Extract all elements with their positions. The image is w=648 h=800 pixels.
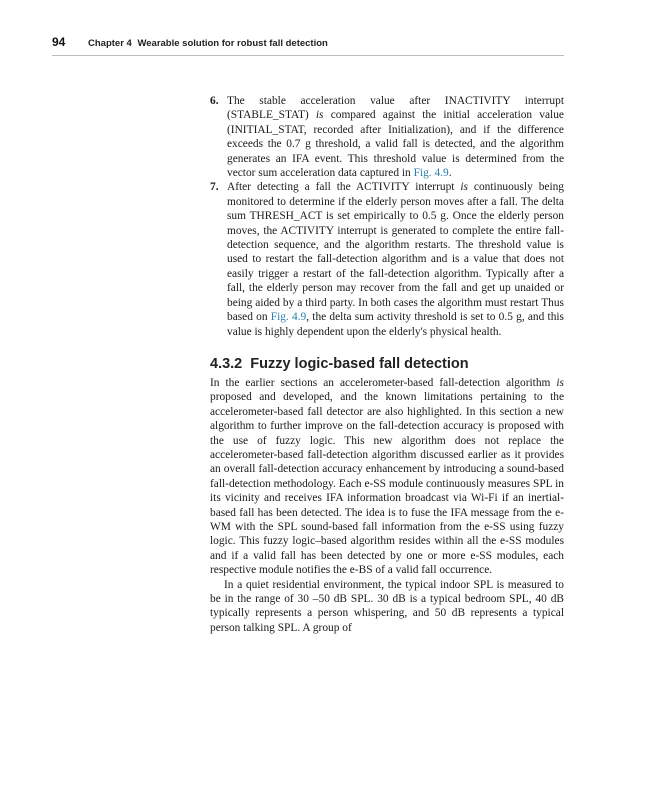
step-text: , the delta sum activity threshold is set to 0.5 g, and this value is highly dependent upon the elderly's physical health.	[227, 311, 564, 338]
section-heading	[210, 355, 564, 373]
paragraph	[210, 376, 564, 578]
figure-link[interactable]: Fig. 4.9	[270, 311, 307, 324]
figure-link[interactable]: Fig. 4.9	[413, 167, 449, 180]
page-number: 94	[52, 35, 66, 49]
list-item-number: 7.	[210, 181, 219, 194]
section-title: Fuzzy logic-based fall detection	[250, 355, 469, 372]
emphasis: is	[315, 109, 324, 122]
chapter-label: Chapter 4	[88, 38, 132, 49]
running-head	[52, 35, 564, 56]
section-number: 4.3.2	[210, 355, 243, 372]
list-item	[210, 94, 564, 180]
paragraph-text: proposed and developed, and the known limitations pertaining to the accelerometer-based fall detector are also highlighted. In this section a new algorithm to further improve on the fall-detection accuracy is proposed with the use of fuzzy logic. This new algorithm does not replace the accelerometer-based fall-detection algorithm discussed earlier as it provides an overall fall-detection accuracy enhancement by introducing a sound-based fall-detection methodology. Each e-SS module continuously measures SPL in its vicinity and receives IFA information broadcast via Wi-Fi if an inertial-based fall has been detected. The idea is to fuse the IFA message from the e-WM with the SPL sound-based fall information from the e-SS using fuzzy logic. This fuzzy logic–based algorithm resides within all the e-SS modules and if a valid fall has been detected by one or more e-SS modules, each respective module notifies the e-BS of a valid fall occurrence.	[210, 391, 564, 577]
page-body	[210, 94, 564, 635]
chapter-heading	[88, 38, 328, 49]
paragraph-text: In the earlier sections an accelerometer-based fall-detection algorithm	[210, 376, 557, 389]
list-item-number: 6.	[210, 95, 219, 107]
list-item	[210, 180, 564, 338]
algorithm-steps-list	[210, 94, 564, 339]
step-text: continuously being monitored to determine if the elderly person moves after a fall. The delta sum THRESH_ACT is set empirically to 0.5 g. Once the elderly person moves, the ACTIVITY interrupt is generated to complete the entire fall-detection sequence, and the algorithm restarts. The threshold value is used to restart the fall-detection algorithm and is a value that does not easily trigger a restart of the fall-detection algorithm. Typically after a fall, the elderly person may recover from the fall and get up unaided or being aided by a third party. In both cases the algorithm must restart Thus based on	[227, 181, 564, 324]
chapter-title: Wearable solution for robust fall detection	[137, 38, 328, 49]
emphasis: is	[556, 376, 564, 389]
step-text: The stable acceleration value after INACTIVITY interrupt (STABLE_STAT)	[227, 95, 564, 122]
emphasis: is	[460, 181, 468, 194]
step-text: .	[448, 167, 452, 180]
step-text: After detecting a fall the ACTIVITY interrupt	[227, 181, 461, 194]
step-text: compared against the initial acceleration value (INITIAL_STAT, recorded after Initialization), and if the difference exceeds the 0.7 g threshold, a valid fall is detected, and the algorithm generates an IFA event. This threshold value is determined from the vector sum acceleration data captured in	[227, 109, 564, 180]
paragraph: In a quiet residential environment, the typical indoor SPL is measured to be in the range of 30 –50 dB SPL. 30 dB is a typical bedroom SPL, 40 dB typically represents a person whispering, and 50 dB represents a typical person talking SPL. A group of	[210, 578, 564, 634]
